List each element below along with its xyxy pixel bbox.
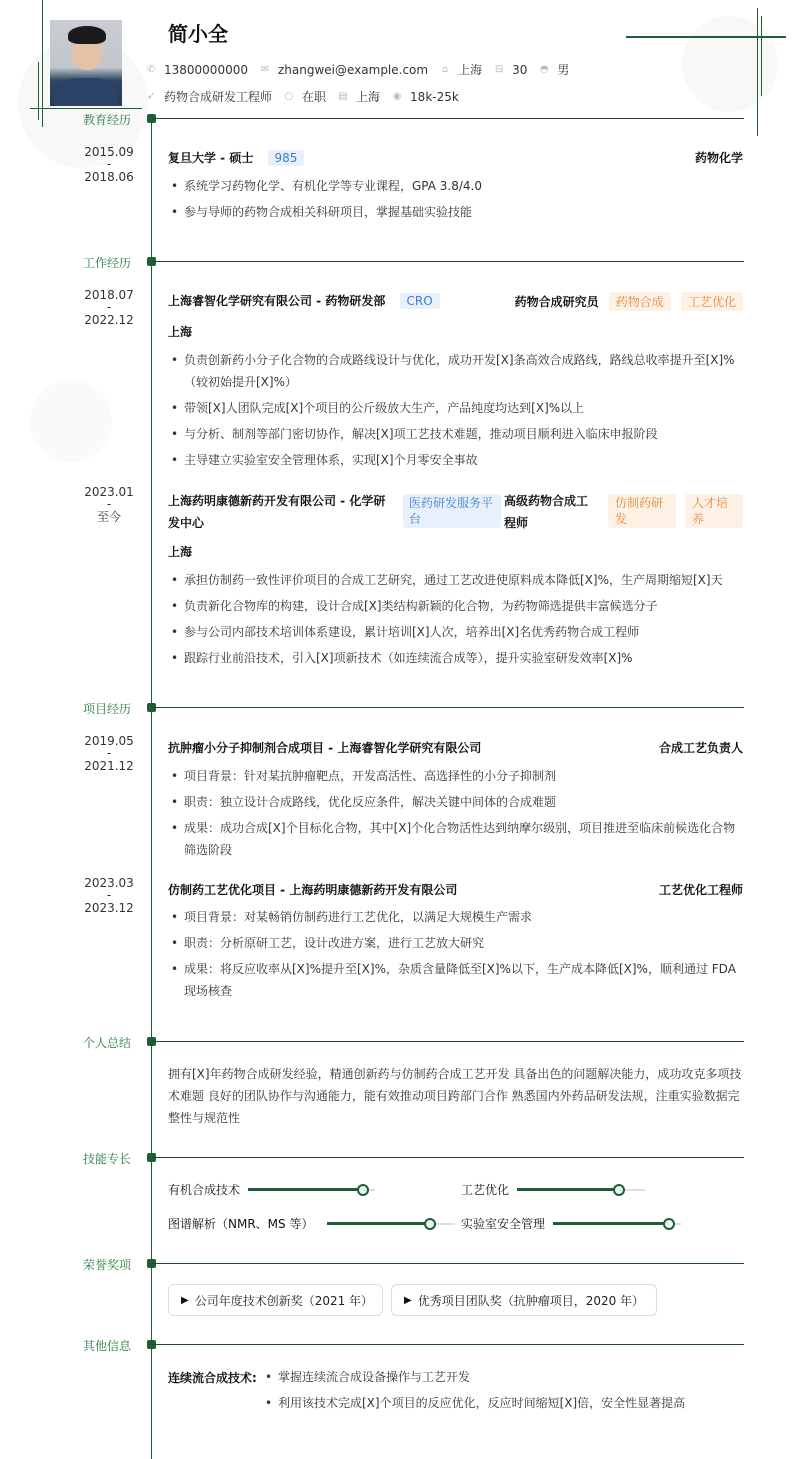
- section-projects: [0, 701, 794, 715]
- list-item: • 掌握连续流合成设备操作与工艺开发: [262, 1366, 742, 1388]
- skill-slider: [248, 1189, 375, 1191]
- company-title: 上海药明康德新药开发有限公司 - 化学研发中心: [168, 494, 386, 530]
- decorative-circle: [30, 380, 112, 462]
- mail-icon: ✉: [260, 64, 270, 75]
- work-location: 上海: [168, 325, 193, 339]
- section-title: 个人总结: [82, 1036, 131, 1050]
- phone-number: 13800000000: [164, 62, 248, 77]
- section-work: [0, 255, 794, 269]
- section-awards: [0, 1257, 794, 1271]
- skill-slider: [327, 1223, 455, 1225]
- job-title: 药物合成研发工程师: [164, 90, 273, 104]
- role-tag: 仿制药研发: [608, 494, 676, 528]
- section-title: 技能专长: [82, 1152, 131, 1166]
- email: zhangwei@example.com: [277, 62, 429, 77]
- project-role: 合成工艺负责人: [658, 741, 743, 755]
- building-icon: ▤: [338, 91, 348, 102]
- job-role: 药物合成研究员 药物合成 工艺优化: [515, 292, 743, 311]
- list-item: • 系统学习药物化学、有机化学等专业课程，GPA 3.8/4.0: [168, 175, 744, 197]
- play-triangle-icon: ▶: [181, 1294, 189, 1306]
- education-bullets: [168, 175, 744, 227]
- skill-item: [168, 1215, 455, 1232]
- job-intent-row: [146, 88, 471, 105]
- summary-text: 拥有[X]年药物合成研发经验，精通创新药与仿制药合成工艺开发 具备出色的问题解决能力，成功攻克多项技术难题 良好的团队协作与沟通能力，能有效推动项目跨部门合作 熟悉国内外药品研发法规，注重实验数据完整性与规范性: [168, 1067, 742, 1125]
- date-range: 2019.05 - 2021.12: [84, 734, 134, 773]
- list-item: • 利用该技术完成[X]个项目的反应优化，反应时间缩短[X]倍，安全性显著提高: [262, 1392, 742, 1414]
- list-item: • 项目背景：针对某抗肿瘤靶点，开发高活性、高选择性的小分子抑制剂: [168, 765, 744, 787]
- status-icon: ○: [284, 91, 294, 102]
- skill-name: 有机合成技术: [168, 1183, 241, 1197]
- list-item: • 参与导师的药物合成相关科研项目，掌握基础实验技能: [168, 201, 744, 223]
- section-title: 工作经历: [82, 256, 131, 270]
- company-tag: CRO: [400, 293, 440, 309]
- decorative-circle: [682, 16, 778, 112]
- section-education: [0, 112, 794, 126]
- award-item[interactable]: [391, 1284, 657, 1316]
- role-tag: 人才培养: [685, 494, 743, 528]
- other-label: 连续流合成技术:: [168, 1371, 257, 1385]
- slider-knob-icon: [613, 1184, 625, 1196]
- gender-icon: ◓: [540, 64, 549, 75]
- phone-icon: ✆: [146, 64, 156, 75]
- skill-name: 工艺优化: [461, 1183, 510, 1197]
- candidate-name: 简小全: [168, 22, 228, 46]
- list-item: • 成果：成功合成[X]个目标化合物，其中[X]个化合物活性达到纳摩尔级别，项目推进至临床前候选化合物筛选阶段: [168, 817, 744, 861]
- age-icon: ⊟: [494, 64, 504, 75]
- section-skills: [0, 1151, 794, 1165]
- age: 30: [512, 62, 528, 77]
- job-role: 高级药物合成工程师: [504, 494, 589, 530]
- skill-item: [461, 1215, 681, 1232]
- major: 药物化学: [694, 151, 743, 165]
- award-label: 公司年度技术创新奖（2021 年）: [194, 1293, 374, 1308]
- decorative-line: [761, 16, 762, 96]
- list-item: • 与分析、制剂等部门密切协作，解决[X]项工艺技术难题，推动项目顺利进入临床申报阶段: [168, 423, 744, 445]
- section-divider: [152, 707, 744, 708]
- list-item: • 职责：独立设计合成路线，优化反应条件，解决关键中间体的合成难题: [168, 791, 744, 813]
- project-bullets: [168, 765, 744, 865]
- work-bullets: [168, 569, 744, 673]
- section-divider: [152, 1157, 744, 1158]
- school-tag: 985: [268, 150, 305, 166]
- work-location: 上海: [168, 545, 193, 559]
- other-bullets: [262, 1366, 742, 1418]
- skill-name: 图谱解析（NMR、MS 等）: [168, 1217, 314, 1231]
- work-status: 在职: [302, 90, 327, 104]
- project-bullets: [168, 906, 744, 1006]
- role-tag: 工艺优化: [681, 292, 743, 311]
- decorative-line: [626, 36, 786, 38]
- work-bullets: [168, 349, 744, 475]
- gender: 男: [557, 63, 570, 77]
- award-item[interactable]: [168, 1284, 383, 1316]
- section-title: 荣誉奖项: [82, 1258, 131, 1272]
- play-triangle-icon: ▶: [404, 1294, 412, 1306]
- section-divider: [152, 261, 744, 262]
- skill-name: 实验室安全管理: [461, 1217, 546, 1231]
- date-range: 2018.07 - 2022.12: [84, 288, 134, 327]
- date-range: 2023.03 - 2023.12: [84, 876, 134, 915]
- section-title: 其他信息: [82, 1339, 131, 1353]
- home-icon: ⌂: [441, 64, 449, 75]
- company-tag: 医药研发服务平台: [403, 494, 501, 528]
- list-item: • 参与公司内部技术培训体系建设，累计培训[X]人次，培养出[X]名优秀药物合成工程师: [168, 621, 744, 643]
- date-range: 2015.09 - 2018.06: [84, 145, 134, 184]
- project-title: 仿制药工艺优化项目 - 上海药明康德新药开发有限公司: [168, 883, 458, 897]
- skill-item: [168, 1181, 375, 1198]
- date-range: 2023.01 - 至今: [84, 485, 134, 524]
- city: 上海: [458, 63, 483, 77]
- slider-knob-icon: [424, 1218, 436, 1230]
- section-other: [0, 1338, 794, 1352]
- company-title: 上海睿智化学研究有限公司 - 药物研发部 CRO: [168, 292, 440, 309]
- contact-row: [146, 61, 581, 78]
- list-item: • 职责：分析原研工艺，设计改进方案，进行工艺放大研究: [168, 932, 744, 954]
- list-item: • 跟踪行业前沿技术，引入[X]项新技术（如连续流合成等），提升实验室研发效率[X]%: [168, 647, 744, 669]
- section-divider: [152, 1041, 744, 1042]
- decorative-line: [30, 108, 142, 109]
- list-item: • 主导建立实验室安全管理体系，实现[X]个月零安全事故: [168, 449, 744, 471]
- slider-knob-icon: [663, 1218, 675, 1230]
- section-title: 项目经历: [82, 702, 131, 716]
- project-role: 工艺优化工程师: [658, 883, 743, 897]
- avatar-photo: [50, 20, 122, 106]
- work-city: 上海: [356, 90, 381, 104]
- skill-slider: [517, 1189, 645, 1191]
- award-label: 优秀项目团队奖（抗肿瘤项目，2020 年）: [417, 1293, 645, 1308]
- section-divider: [152, 118, 744, 119]
- section-summary: [0, 1035, 794, 1049]
- list-item: • 成果：将反应收率从[X]%提升至[X]%，杂质含量降低至[X]%以下，生产成本降低[X]%，顺利通过 FDA 现场核查: [168, 958, 744, 1002]
- send-icon: ➶: [146, 91, 156, 102]
- list-item: • 承担仿制药一致性评价项目的合成工艺研究，通过工艺改进使原料成本降低[X]%，生产周期缩短[X]天: [168, 569, 744, 591]
- list-item: • 负责创新药小分子化合物的合成路线设计与优化，成功开发[X]条高效合成路线，路线总收率提升至[X]%（较初始提升[X]%）: [168, 349, 744, 393]
- list-item: • 带领[X]人团队完成[X]个项目的公斤级放大生产，产品纯度均达到[X]%以上: [168, 397, 744, 419]
- section-title: 教育经历: [82, 113, 131, 127]
- salary: 18k-25k: [410, 89, 459, 104]
- education-title: 复旦大学 - 硕士 985: [168, 149, 304, 166]
- list-item: • 项目背景：对某畅销仿制药进行工艺优化，以满足大规模生产需求: [168, 906, 744, 928]
- slider-knob-icon: [357, 1184, 369, 1196]
- skill-item: [461, 1181, 645, 1198]
- role-tag: 药物合成: [609, 292, 671, 311]
- salary-icon: ◉: [392, 91, 402, 102]
- project-title: 抗肿瘤小分子抑制剂合成项目 - 上海睿智化学研究有限公司: [168, 741, 482, 755]
- list-item: • 负责新化合物库的构建，设计合成[X]类结构新颖的化合物，为药物筛选提供丰富候选分子: [168, 595, 744, 617]
- section-divider: [152, 1263, 744, 1264]
- section-divider: [152, 1344, 744, 1345]
- skill-slider: [553, 1223, 681, 1225]
